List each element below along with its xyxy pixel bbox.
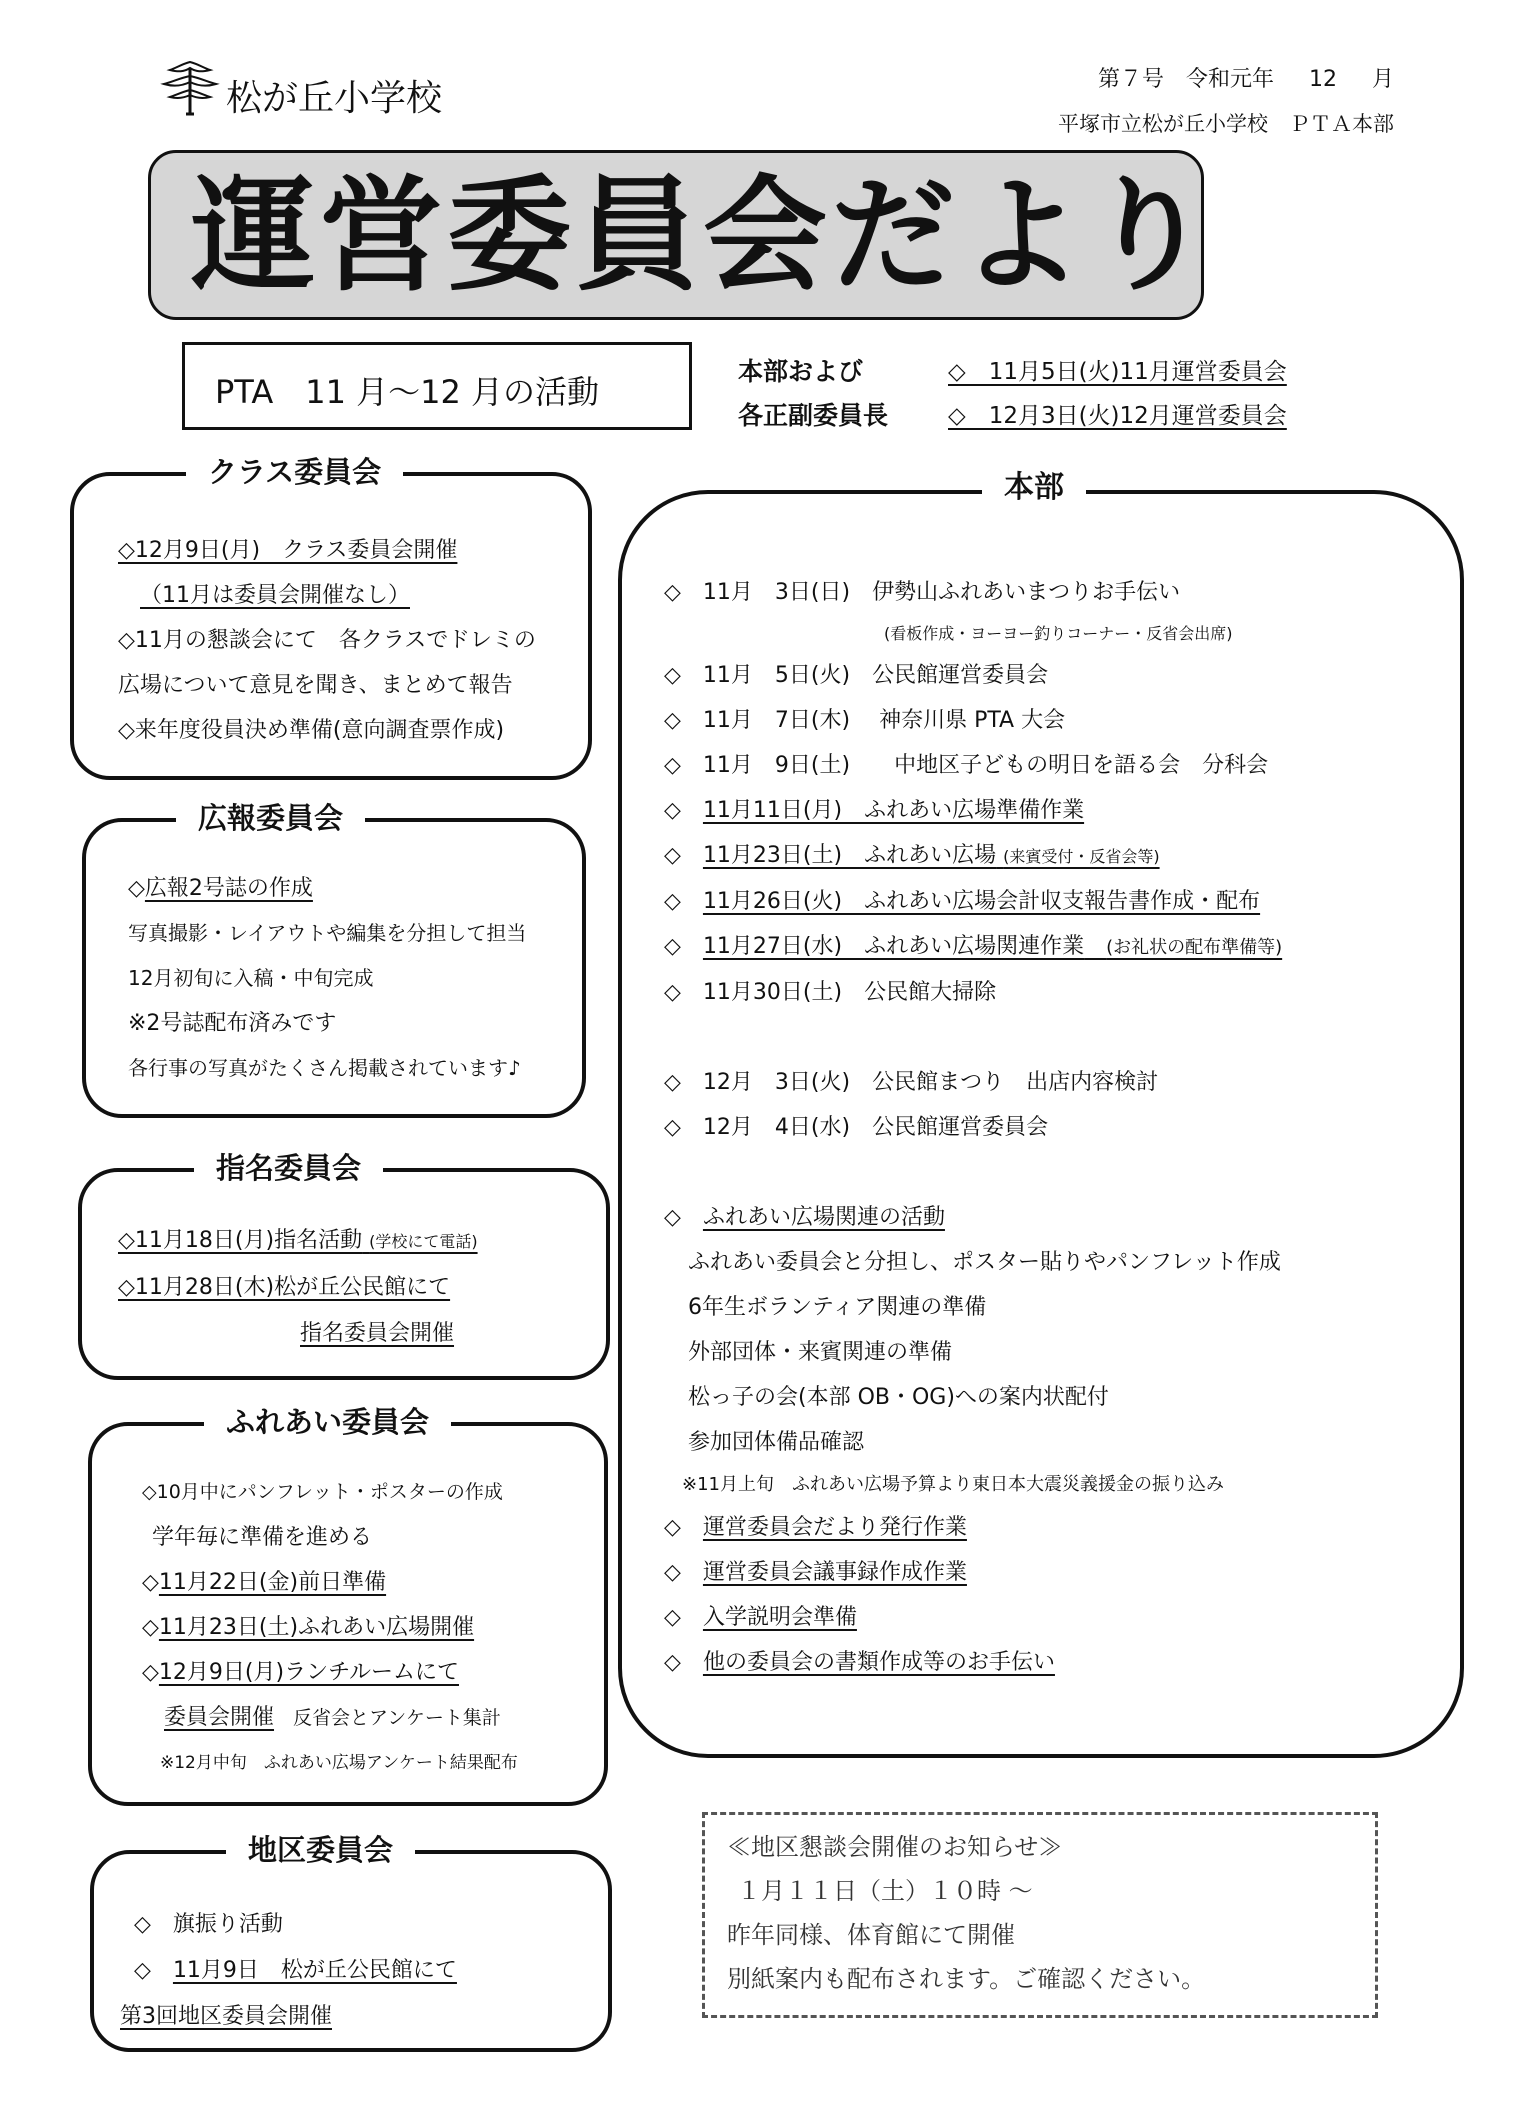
item-note: (お礼状の配布準備等) [1106,937,1283,958]
section-body [142,1470,518,1786]
notice-date: １月１１日（土）１０時 ～ [737,1877,1033,1905]
list-item: ◇ 11月30日(土) 公民館大掃除 [664,980,997,1005]
newsletter-title-banner [148,150,1216,320]
bullet: ◇ [664,1605,681,1630]
list-item [142,1560,518,1605]
list-item: ◇12月9日(月) クラス委員会開催 [118,538,458,563]
section-body [118,1218,478,1357]
item-text: 11月11日(月) ふれあい広場準備作業 [702,798,1085,823]
item-text: 委員会開催 [164,1705,275,1730]
list-item: 6年生ボランティア関連の準備 [688,1295,987,1320]
section-title: 地区委員会 [226,1832,415,1868]
hq-label-line: 本部および [738,357,864,386]
section-title: 指名委員会 [194,1150,383,1186]
notice-body [727,1825,1205,2001]
section-body [664,570,1282,1685]
bullet: ◇ [664,1560,681,1585]
item-text [703,934,1282,959]
section-title: ふれあい委員会 [204,1404,451,1440]
spacer [664,1150,1282,1195]
list-item: ◇ 11月 5日(火) 公民館運営委員会 [664,663,1049,688]
bullet: ◇ [664,1205,681,1230]
item-text: 入学説明会準備 [702,1605,857,1630]
pine-tree-icon [160,56,220,116]
section-title: クラス委員会 [186,454,403,490]
item-text: 広報2号誌の作成 [144,876,313,901]
list-item [142,1605,518,1650]
publisher: 平塚市立松が丘小学校 ＰＴＡ本部 [1058,112,1394,136]
list-item: 第3回地区委員会開催 [120,2004,332,2029]
notice-place: 昨年同様、体育館にて開催 [727,1921,1015,1949]
list-item [664,879,1282,924]
list-item: ◇ 旗振り活動 [134,1912,283,1937]
hq-meeting-item: ◇ 12月3日(火)12月運営委員会 [948,403,1287,429]
list-item [664,788,1282,833]
hq-label-line: 各正副委員長 [738,401,889,430]
list-item [664,1595,1282,1640]
list-item [134,1948,457,1994]
school-logo [160,48,480,128]
list-item [664,1640,1282,1685]
school-name: 松が丘小学校 [226,78,443,119]
bullet: ◇ [664,1650,681,1675]
list-item: ※2号誌配布済みです [128,1011,337,1036]
pr-committee-section [82,801,586,1118]
list-item: 各行事の写真がたくさん掲載されています♪ [128,1056,521,1080]
list-item: 学年毎に準備を進める [152,1525,373,1550]
hq-meeting-item: ◇ 11月5日(火)11月運営委員会 [948,359,1287,385]
item-text: 運営委員会議事録作成作業 [702,1560,967,1585]
list-item [118,1218,478,1265]
list-item: 外部団体・来賓関連の準備 [688,1340,953,1365]
item-text: 11月9日 松が丘公民館にて [172,1958,457,1983]
list-item: 写真撮影・レイアウトや編集を分担して担当 [128,921,527,945]
bullet: ◇ [142,1660,159,1685]
list-item: ◇10月中にパンフレット・ポスターの作成 [142,1481,503,1503]
bullet: ◇ [664,889,681,914]
list-item: 指名委員会開催 [300,1321,455,1346]
honbu-section [618,470,1464,1758]
list-item: 広場について意見を聞き、まとめて報告 [118,673,513,698]
issue-info: 第７号 令和元年 12 月 [1098,67,1394,92]
item-text: ◇11月18日(月)指名活動 [118,1228,363,1253]
list-item: ◇11月の懇談会にて 各クラスでドレミの [118,628,536,653]
list-item [142,1650,518,1695]
activity-period: PTA 11 月～12 月の活動 [215,373,600,411]
district-meeting-notice [702,1812,1378,2018]
list-item [664,1550,1282,1595]
item-note: (来賓受付・反省会等) [1003,847,1160,866]
list-item [664,833,1282,879]
spacer [664,1015,1282,1060]
item-text: 運営委員会だより発行作業 [702,1515,967,1540]
list-item: ◇ 12月 4日(水) 公民館運営委員会 [664,1115,1049,1140]
hq-meetings-label [738,350,888,438]
list-item: ふれあい委員会と分担し、ポスター貼りやパンフレット作成 [688,1250,1281,1275]
bullet: ◇ [664,843,681,868]
list-item: ◇ 11月 3日(日) 伊勢山ふれあいまつりお手伝い [664,580,1181,605]
item-text: 12月9日(月)ランチルームにて [158,1660,459,1685]
class-committee-section [70,455,592,780]
item-text: 11月23日(土)ふれあい広場開催 [158,1615,475,1640]
list-item: ◇ 12月 3日(火) 公民館まつり 出店内容検討 [664,1070,1159,1095]
list-item: ◇11月28日(木)松が丘公民館にて [118,1275,451,1300]
item-main: 11月23日(土) ふれあい広場 [702,843,997,868]
list-item: ◇ 11月 9日(土) 中地区子どもの明日を語る会 分科会 [664,753,1269,778]
newsletter-title: 運営委員会だより [191,164,1216,308]
item-text: 11月22日(金)前日準備 [158,1570,387,1595]
list-item [664,1195,1282,1240]
list-item: 松っ子の会(本部 OB・OG)への案内状配付 [688,1385,1109,1410]
list-item: 参加団体備品確認 [688,1430,865,1455]
activity-period-box [182,342,692,430]
nomination-committee-section [78,1151,610,1380]
item-text: ふれあい広場関連の活動 [702,1205,945,1230]
list-item [128,866,526,911]
fureai-committee-section [88,1405,608,1806]
list-item: 12月初旬に入稿・中旬完成 [128,966,374,990]
section-title: 広報委員会 [176,800,365,836]
list-item [142,1695,518,1741]
section-body [118,528,536,753]
bullet: ◇ [664,798,681,823]
list-item [664,924,1282,970]
hq-meetings-list [948,350,1287,438]
bullet: ◇ [142,1570,159,1595]
bullet: ◇ [134,1958,151,1983]
item-note: (学校にて電話) [369,1232,478,1251]
list-item: ※11月上旬 ふれあい広場予算より東日本大震災義援金の振り込み [682,1474,1224,1495]
section-body [128,866,526,1091]
list-item: ◇来年度役員決め準備(意向調査票作成) [118,718,505,743]
item-note: 反省会とアンケート集計 [274,1707,501,1729]
list-item: ◇ 11月 7日(木) 神奈川県 PTA 大会 [664,708,1066,733]
bullet: ◇ [128,876,145,901]
item-text: 11月26日(火) ふれあい広場会計収支報告書作成・配布 [702,889,1261,914]
bullet: ◇ [142,1615,159,1640]
section-body [120,1902,457,2040]
district-committee-section [90,1833,612,2052]
notice-note: 別紙案内も配布されます。ご確認ください。 [727,1965,1206,1993]
notice-title: ≪地区懇談会開催のお知らせ≫ [727,1833,1063,1861]
item-main: 11月27日(水) ふれあい広場関連作業 [702,934,1085,959]
bullet: ◇ [664,934,681,959]
item-text: 他の委員会の書類作成等のお手伝い [702,1650,1055,1675]
list-item [664,1505,1282,1550]
bullet: ◇ [664,1515,681,1540]
item-text [703,843,1160,868]
section-title: 本部 [982,470,1086,506]
list-item-note: (看板作成・ヨーヨー釣りコーナー・反省会出席) [884,624,1233,643]
list-item: ※12月中旬 ふれあい広場アンケート結果配布 [160,1753,518,1773]
list-item: （11月は委員会開催なし） [140,583,410,608]
